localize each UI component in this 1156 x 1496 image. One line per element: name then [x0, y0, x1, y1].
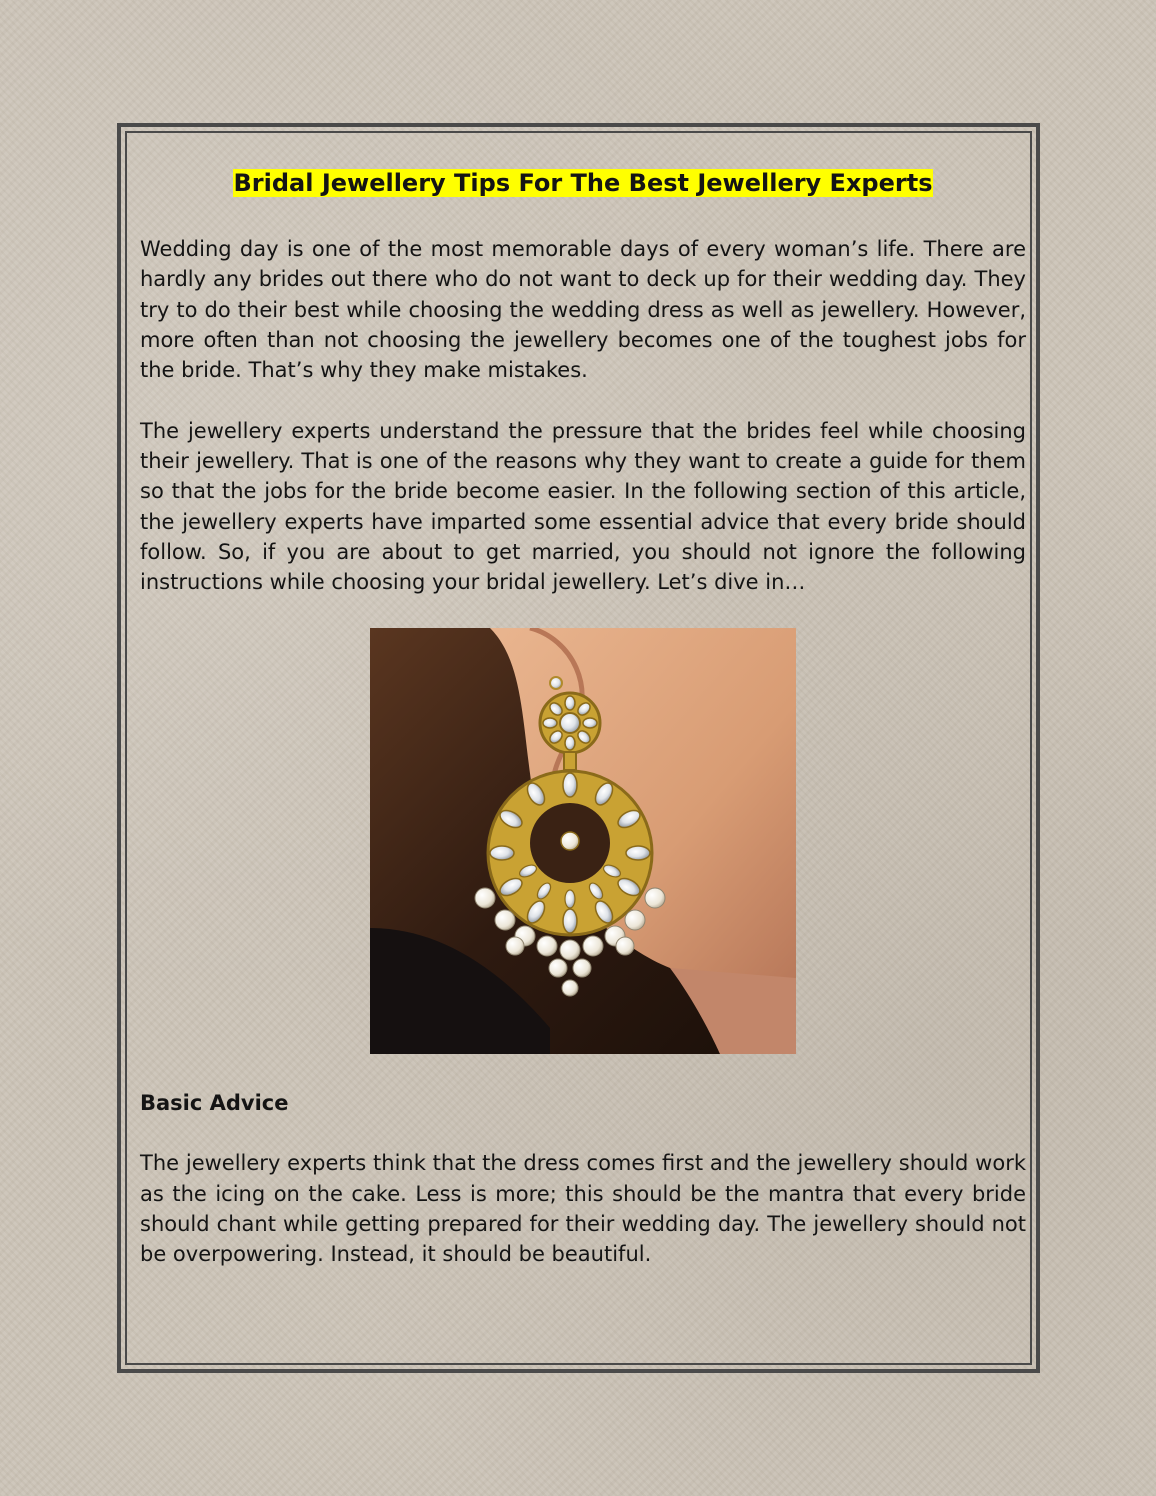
intro-paragraph-1: Wedding day is one of the most memorable days of every woman’s life. There are hardly any brides out there who do not want to deck up for their wedding day. They try to do their best while choosing the wedding dress as well as jewellery. However, more often than not choosing the jewellery becomes one of the toughest jobs for the bride. That’s why they make mistakes. — [140, 237, 1026, 383]
page-frame-outer — [117, 123, 1040, 1373]
title-wrap — [140, 167, 1026, 200]
article-content — [140, 167, 1026, 1300]
earring-illustration — [370, 628, 796, 1054]
article-title: Bridal Jewellery Tips For The Best Jewellery Experts — [233, 169, 933, 197]
section-paragraph: The jewellery experts think that the dress comes first and the jewellery should work as the icing on the cake. Less is more; this should be the mantra that every bride should chant while getting prepared for their wedding day. The jewellery should not be overpowering. Instead, it should be beautiful. — [140, 1151, 1026, 1267]
intro-paragraph-2: The jewellery experts understand the pressure that the brides feel while choosing their jewellery. That is one of the reasons why they want to create a guide for them so that the jobs for the bride become easier. In the following section of this article, the jewellery experts have imparted some essential advice that every bride should follow. So, if you are about to get married, you should not ignore the following instructions while choosing your bridal jewellery. Let’s dive in… — [140, 418, 1026, 595]
earring-photo — [370, 628, 796, 1054]
section-heading: Basic Advice — [140, 1090, 289, 1115]
